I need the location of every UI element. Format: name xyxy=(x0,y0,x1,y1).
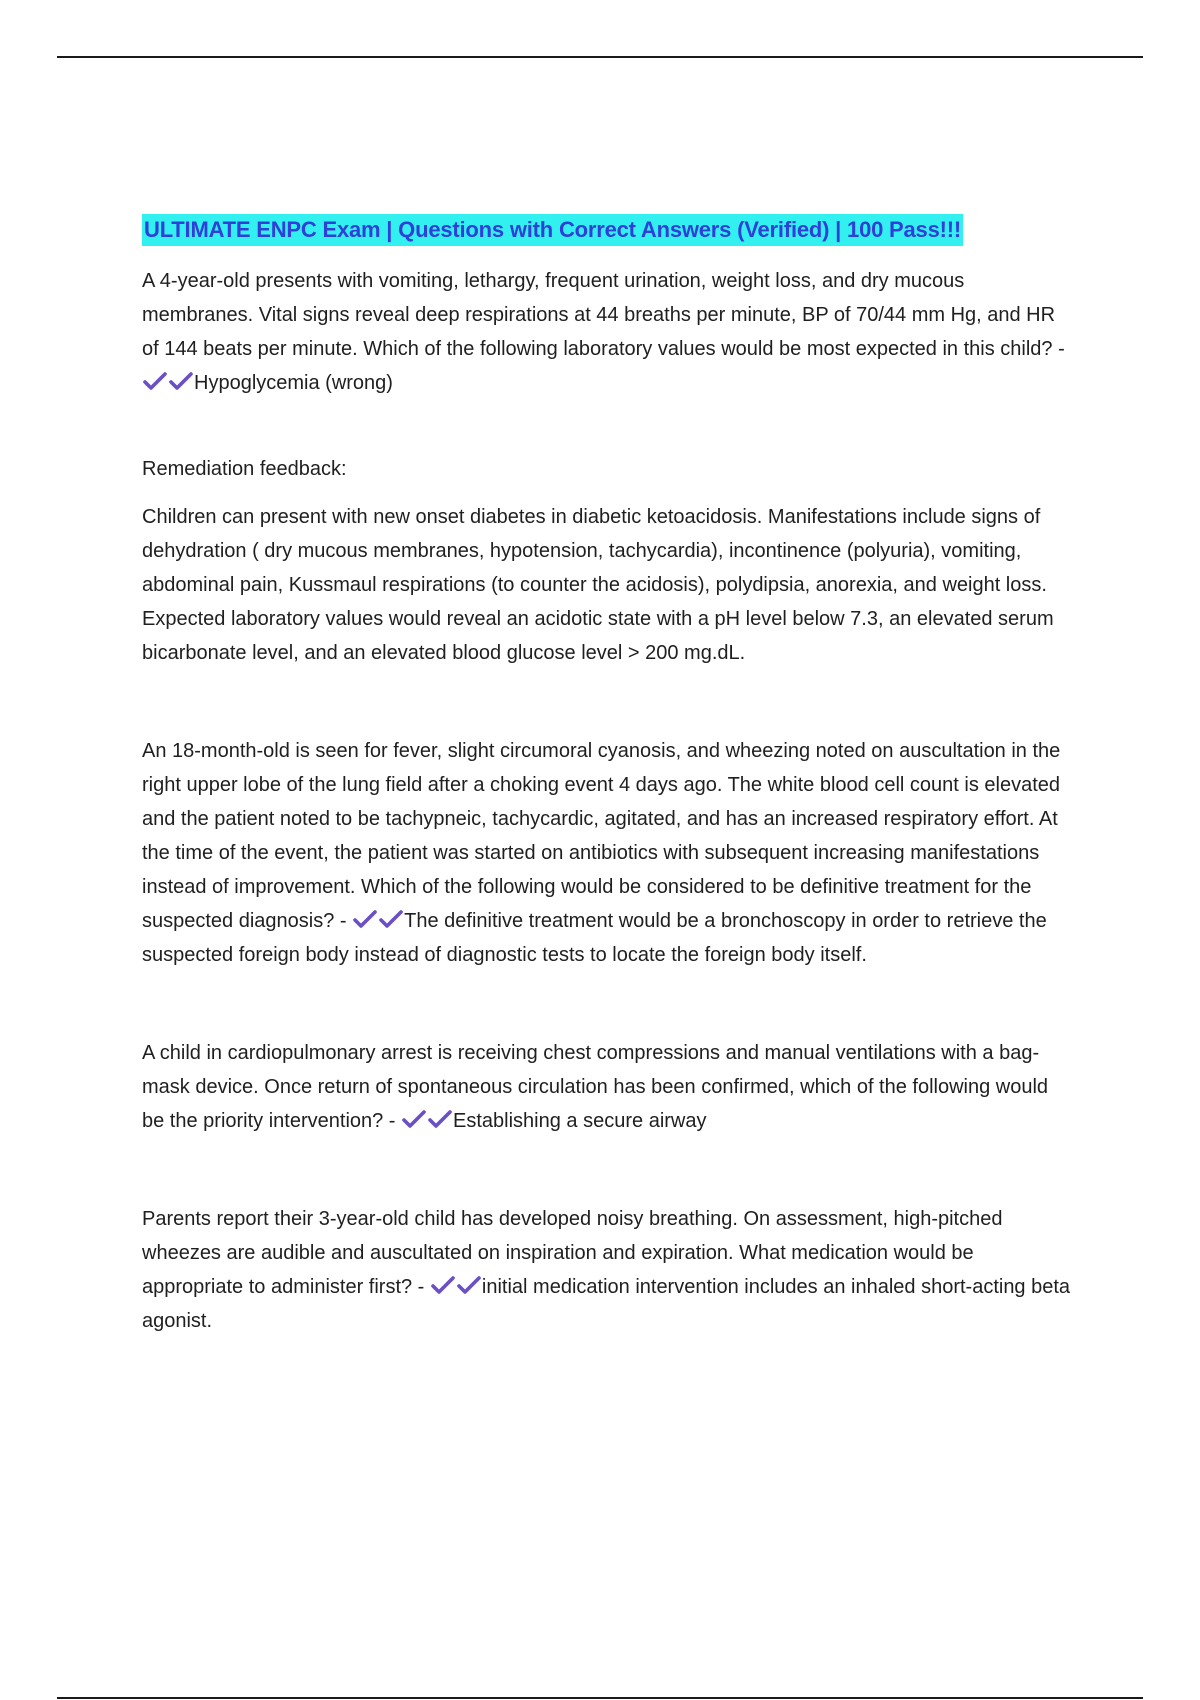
document-title-wrap xyxy=(142,214,1072,246)
remediation-text: Children can present with new onset diabetes in diabetic ketoacidosis. Manifestations include signs of dehydration ( dry mucous membranes, hypotension, tachycardia), incontinence (polyuria), vomiting, abdominal pain, Kussmaul respirations (to counter the acidosis), polydipsia, anorexia, and weight loss. Expected laboratory values would reveal an acidotic state with a pH level below 7.3, an elevated serum bicarbonate level, and an elevated blood glucose level > 200 mg.dL. xyxy=(142,506,1054,664)
question-4 xyxy=(142,1202,1072,1338)
checkmark-icon xyxy=(168,370,194,392)
answer-2-text: The definitive treatment would be a bronchoscopy in order to retrieve the suspected foreign body instead of diagnostic tests to locate the foreign body itself. xyxy=(142,910,1047,966)
question-2-text: An 18-month-old is seen for fever, slight circumoral cyanosis, and wheezing noted on auscultation in the right upper lobe of the lung field after a choking event 4 days ago. The white blood cell count is elevated and the patient noted to be tachypneic, tachycardic, agitated, and has an increased respiratory effort. At the time of the event, the patient was started on antibiotics with subsequent increasing manifestations instead of improvement. Which of the following would be considered to be definitive treatment for the suspected diagnosis? - xyxy=(142,740,1061,932)
checkmark-icon xyxy=(142,370,168,392)
answer-3-text: Establishing a secure airway xyxy=(453,1110,707,1132)
checkmark-icon xyxy=(352,908,378,930)
question-4-text: Parents report their 3-year-old child has developed noisy breathing. On assessment, high-pitched wheezes are audible and auscultated on inspiration and expiration. What medication would be appropriate to administer first? - xyxy=(142,1208,1003,1298)
document-body xyxy=(142,214,1072,1338)
document-title: ULTIMATE ENPC Exam | Questions with Correct Answers (Verified) | 100 Pass!!! xyxy=(142,214,963,246)
checkmark-icon xyxy=(427,1108,453,1130)
question-2 xyxy=(142,734,1072,972)
answer-4-text: initial medication intervention includes an inhaled short-acting beta agonist. xyxy=(142,1276,1071,1332)
question-1 xyxy=(142,264,1072,400)
checkmark-icon xyxy=(378,908,404,930)
checkmark-icon xyxy=(430,1274,456,1296)
checkmark-icon xyxy=(401,1108,427,1130)
answer-1-text: Hypoglycemia (wrong) xyxy=(194,372,393,394)
question-1-text: A 4-year-old presents with vomiting, lethargy, frequent urination, weight loss, and dry mucous membranes. Vital signs reveal deep respirations at 44 breaths per minute, BP of 70/44 mm Hg, and HR of 144 beats per minute. Which of the following laboratory values would be most expected in this child? - xyxy=(142,270,1065,360)
remediation-label: Remediation feedback: xyxy=(142,458,347,480)
top-rule xyxy=(57,56,1143,58)
question-3 xyxy=(142,1036,1072,1138)
bottom-rule xyxy=(57,1697,1143,1699)
checkmark-icon xyxy=(456,1274,482,1296)
question-3-text: A child in cardiopulmonary arrest is receiving chest compressions and manual ventilations with a bag-mask device. Once return of spontaneous circulation has been confirmed, which of the following would be the priority intervention? - xyxy=(142,1042,1049,1132)
